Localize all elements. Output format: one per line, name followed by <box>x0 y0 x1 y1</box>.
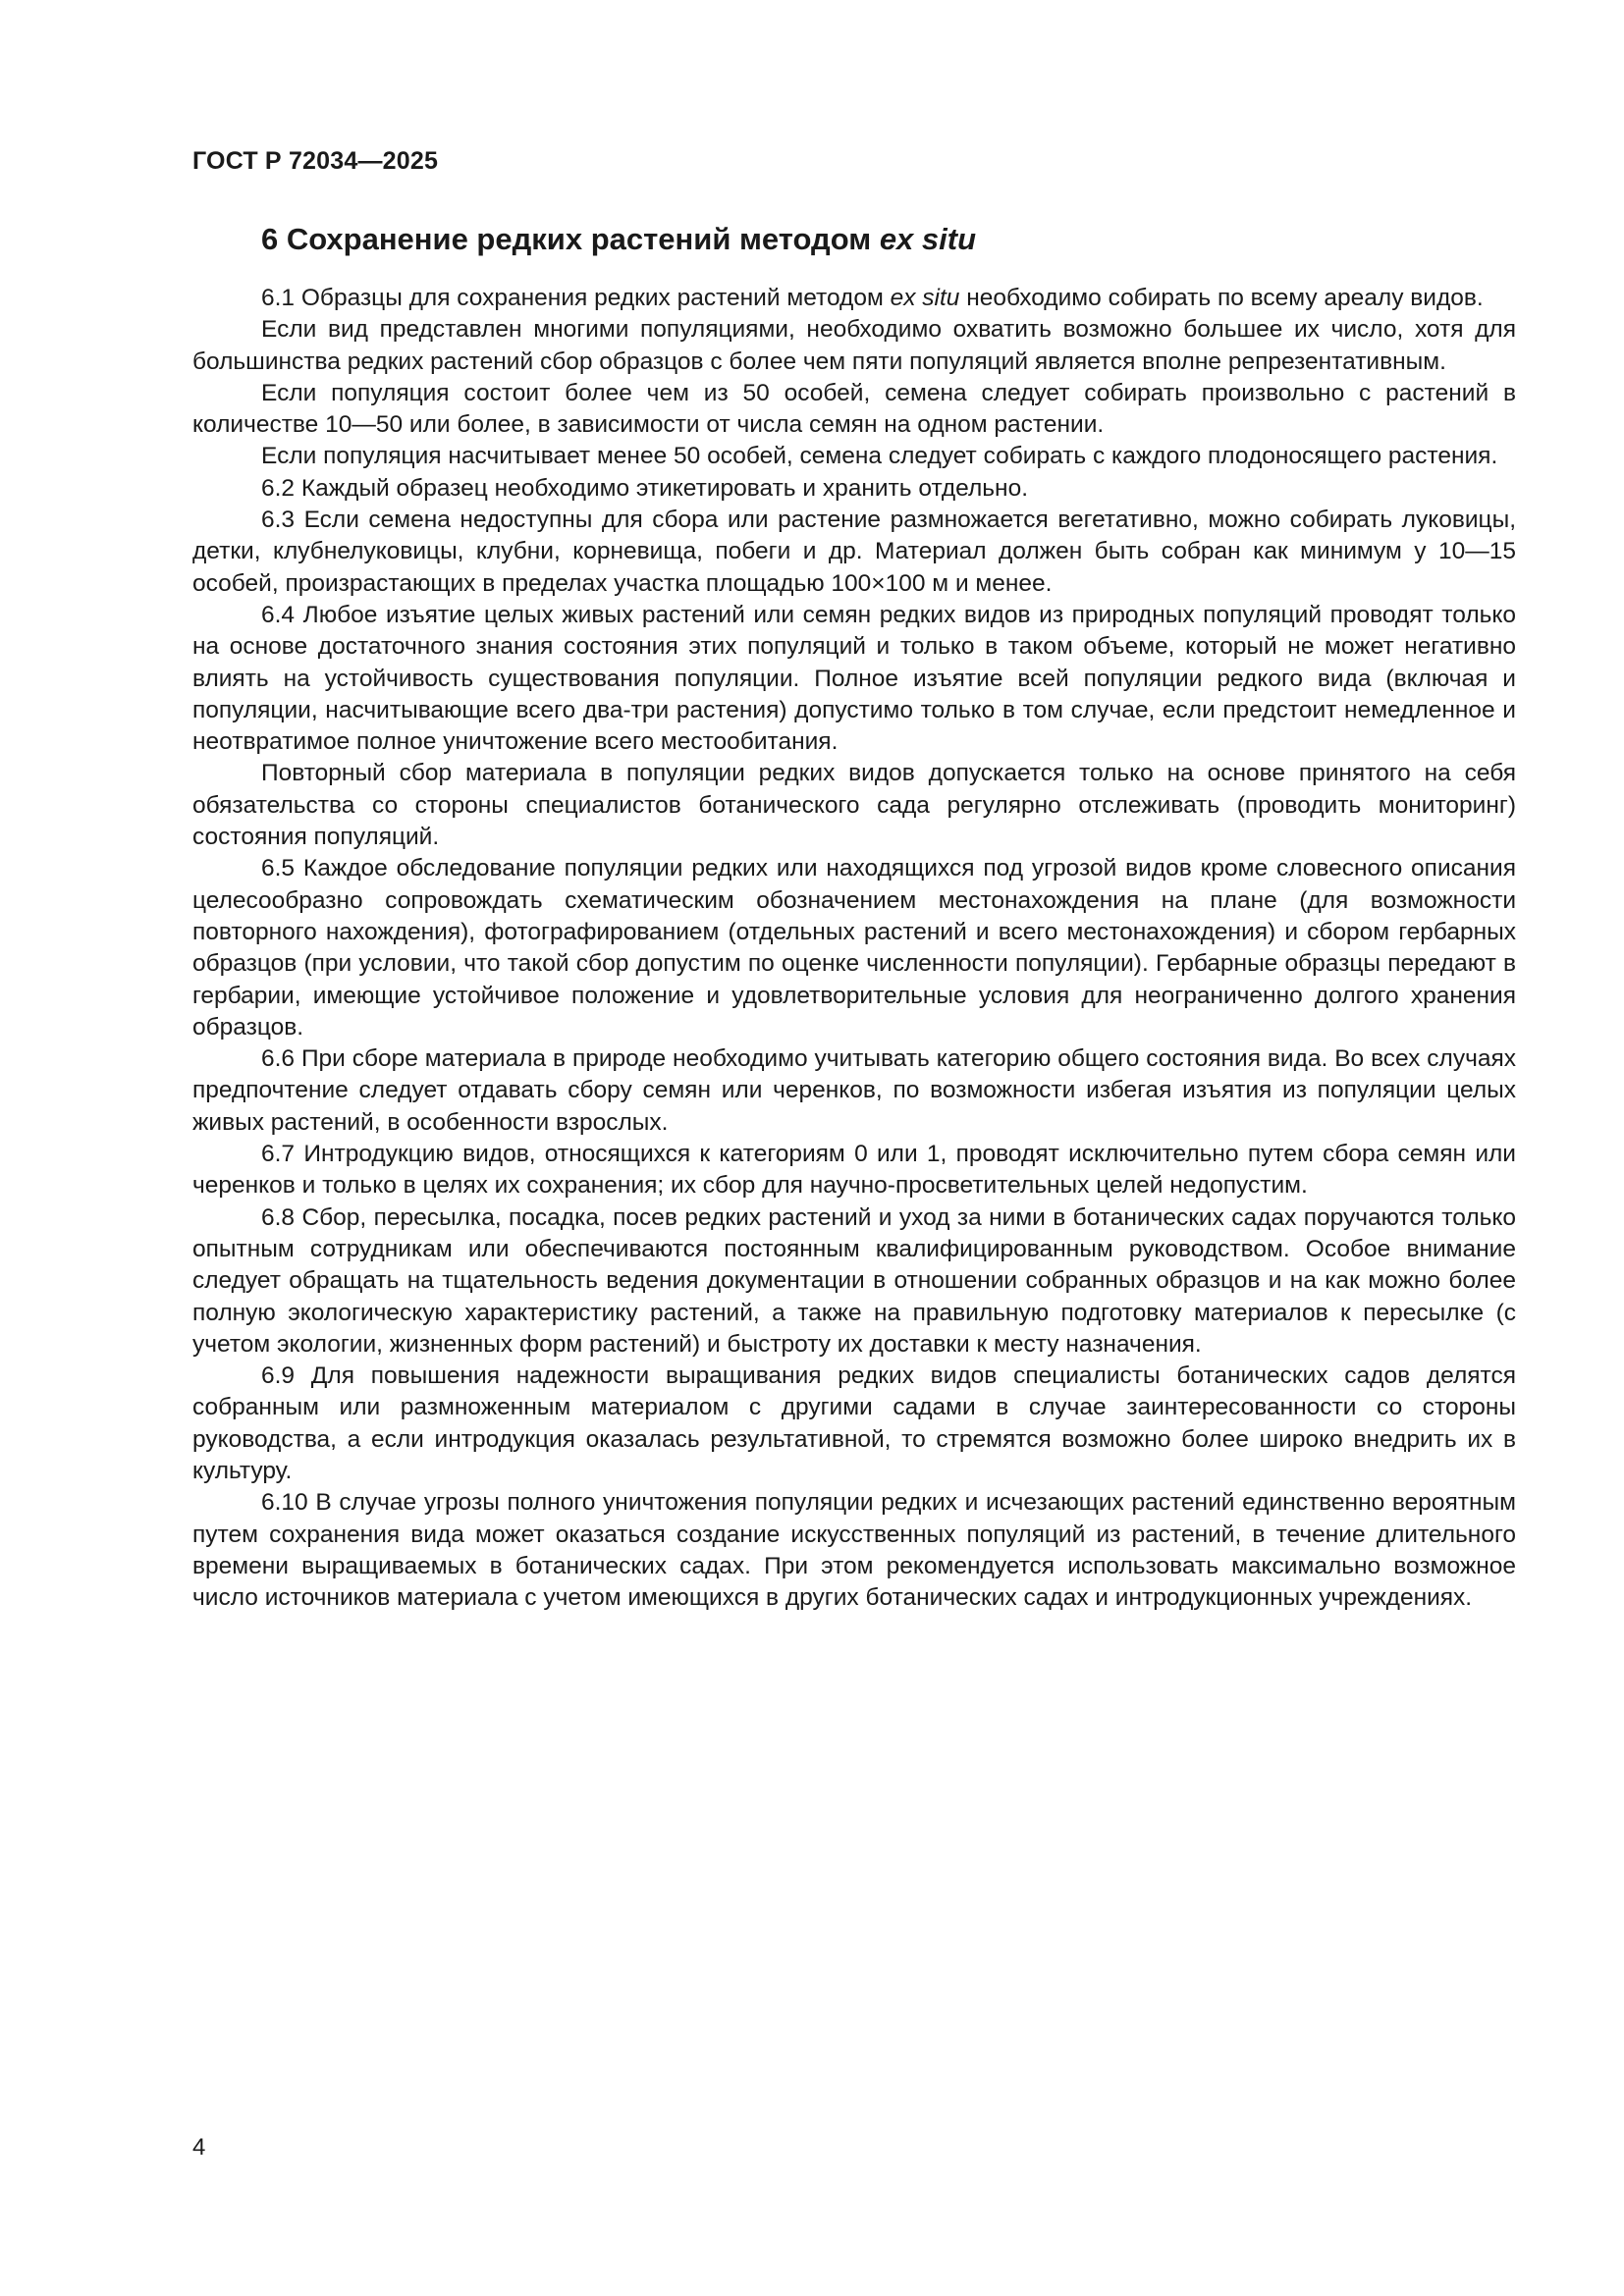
document-body <box>192 283 1516 1614</box>
paragraph-6-3: 6.3 Если семена недоступны для сбора или растение размножается вегетативно, можно собирать луковицы, детки, клубнелуковицы, клубни, корневища, побеги и др. Материал должен быть собран как минимум у 10—15 особей, произрастающих в пределах участка площадью 100×100 м и менее. <box>192 507 1516 597</box>
paragraph-6-2: 6.2 Каждый образец необходимо этикетировать и хранить отдельно. <box>261 474 1029 502</box>
paragraph-6-9: 6.9 Для повышения надежности выращивания редких видов специалисты ботанических садов делятся собранным или размноженным материалом с другими садами в случае заинтересованности со стороны руководства, а если интродукция оказалась результативной, то стремятся возможно более широко внедрить их в культуру. <box>192 1362 1516 1484</box>
paragraph-6-6: 6.6 При сборе материала в природе необходимо учитывать категорию общего состояния вида. Во всех случаях предпочтение следует отдавать сбору семян или черенков, по возможности избегая изъятия из популяции целых живых растений, в особенности взрослых. <box>192 1045 1516 1136</box>
paragraph-6-1-start: 6.1 Образцы для сохранения редких растений методом <box>261 285 891 311</box>
paragraph-6-10: 6.10 В случае угрозы полного уничтожения популяции редких и исчезающих растений единственно вероятным путем сохранения вида может оказаться создание искусственных популяций из растений, в течение длительного времени выращиваемых в ботанических садах. При этом рекомендуется использовать максимально возможное число источников материала с учетом имеющихся в других ботанических садах и интродукционных учреждениях. <box>192 1489 1516 1612</box>
paragraph: Если вид представлен многими популяциями, необходимо охватить возможно большее их число, хотя для большинства редких растений сбор образцов с более чем пяти популяций является вполне репрезентативным. <box>192 316 1516 375</box>
paragraph: Повторный сбор материала в популяции редких видов допускается только на основе принятого на себя обязательства со стороны специалистов ботанического сада регулярно отслеживать (проводить мониторинг) состояния популяций. <box>192 760 1516 851</box>
paragraph-6-7: 6.7 Интродукцию видов, относящихся к категориям 0 или 1, проводят исключительно путем сбора семян или черенков и только в целях их сохранения; их сбор для научно-просветительных целей недопустим. <box>192 1141 1516 1200</box>
page-number: 4 <box>192 2134 206 2161</box>
paragraph: Если популяция насчитывает менее 50 особей, семена следует собирать с каждого плодоносящего растения. <box>261 443 1498 470</box>
paragraph-6-8: 6.8 Сбор, пересылка, посадка, посев редких растений и уход за ними в ботанических садах поручаются только опытным сотрудникам или обеспечиваются постоянным квалифицированным руководством. Особое внимание следует обращать на тщательность ведения документации в отношении собранных образцов и на как можно более полную экологическую характеристику растений, а также на правильную подготовку материалов к пересылке (с учетом экологии, жизненных форм растений) и быстроту их доставки к месту назначения. <box>192 1203 1516 1358</box>
paragraph-6-4: 6.4 Любое изъятие целых живых растений или семян редких видов из природных популяций проводят только на основе достаточного знания состояния этих популяций и только в таком объеме, который не может негативно влиять на устойчивость существования популяции. Полное изъятие всей популяции редкого вида (включая и популяции, насчитывающие всего два-три растения) допустимо только в том случае, если предстоит немедленное и неотвратимое полное уничтожение всего местообитания. <box>192 601 1516 756</box>
paragraph-6-1-end: необходимо собирать по всему ареалу видов. <box>959 285 1484 311</box>
paragraph: Если популяция состоит более чем из 50 особей, семена следует собирать произвольно с растений в количестве 10—50 или более, в зависимости от числа семян на одном растении. <box>192 379 1516 439</box>
section-title-italic: ex situ <box>879 222 977 256</box>
paragraph-6-1 <box>192 283 1516 314</box>
section-title-text: 6 Сохранение редких растений методом <box>261 222 880 256</box>
document-header-standard-code: ГОСТ Р 72034—2025 <box>192 147 439 175</box>
paragraph-6-5: 6.5 Каждое обследование популяции редких или находящихся под угрозой видов кроме словесного описания целесообразно сопровождать схематическим обозначением местонахождения на плане (для возможности повторного нахождения), фотографированием (отдельных растений и всего местонахождения) и сбором гербарных образцов (при условии, что такой сбор допустим по оценке численности популяции). Гербарные образцы передают в гербарии, имеющие устойчивое положение и удовлетворительные условия для неограниченно долгого хранения образцов. <box>192 855 1516 1041</box>
section-title <box>261 222 976 257</box>
paragraph-6-1-italic: ex situ <box>890 285 960 311</box>
